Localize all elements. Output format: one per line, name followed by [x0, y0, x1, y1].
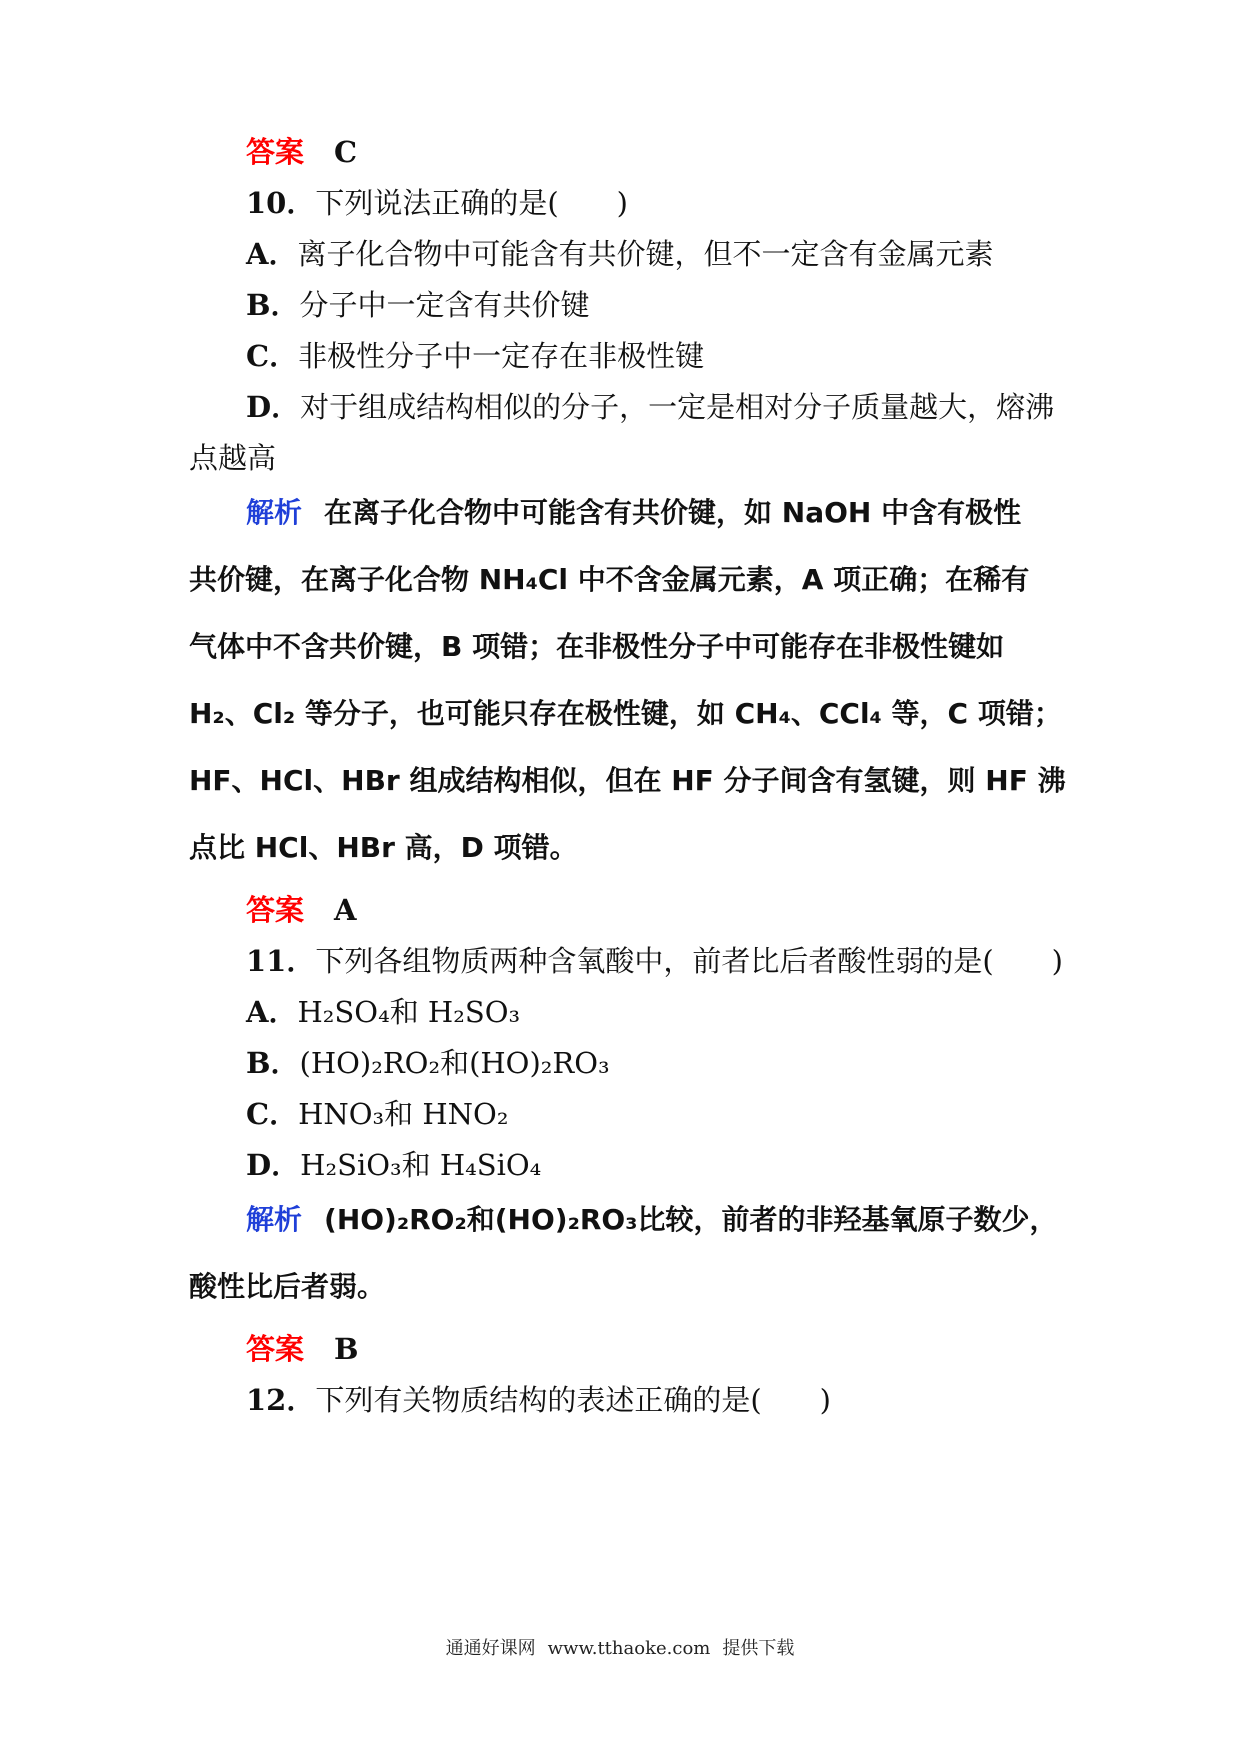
option-letter: C．	[246, 339, 299, 373]
question-10-option-c	[246, 337, 704, 375]
question-10-option-b	[246, 286, 590, 324]
analysis-line	[246, 1201, 1057, 1239]
option-text: (HO)₂RO₂和(HO)₂RO₃	[299, 1046, 610, 1080]
footer-site-name: 通通好课网	[445, 1638, 536, 1659]
option-text: H₂SO₄和 H₂SO₃	[297, 995, 521, 1029]
question-number: 12．	[246, 1383, 316, 1417]
page-footer	[0, 1634, 1240, 1660]
analysis-line: 酸性比后者弱。	[189, 1270, 386, 1303]
question-number: 10．	[246, 186, 316, 220]
analysis-line: H₂、Cl₂ 等分子，也可能只存在极性键，如 CH₄、CCl₄ 等，C 项错；	[189, 697, 1062, 730]
analysis-label: 解析	[246, 1203, 303, 1236]
question-11-option-a	[246, 993, 520, 1031]
question-11-option-d	[246, 1146, 541, 1184]
option-letter: A．	[246, 237, 298, 271]
option-letter: B．	[246, 1046, 300, 1080]
question-10-option-d	[246, 388, 1054, 426]
option-text: H₂SiO₃和 H₄SiO₄	[300, 1148, 542, 1182]
question-10-option-d-continued: 点越高	[189, 441, 277, 475]
option-letter: D．	[246, 390, 301, 424]
question-number: 11．	[246, 944, 316, 978]
option-text: 分子中一定含有共价键	[299, 288, 590, 322]
answer-value: C	[334, 135, 358, 169]
analysis-line	[246, 494, 1021, 532]
question-11-option-c	[246, 1095, 508, 1133]
answer-label: 答案	[246, 893, 305, 927]
question-11-stem	[246, 942, 1063, 980]
analysis-line: 点比 HCl、HBr 高，D 项错。	[189, 831, 578, 864]
analysis-line: 气体中不含共价键，B 项错；在非极性分子中可能存在非极性键如	[189, 630, 1005, 663]
answer-line	[246, 133, 357, 171]
question-text: 下列说法正确的是( )	[315, 186, 628, 220]
question-10-option-a	[246, 235, 994, 273]
answer-line	[246, 1330, 359, 1368]
option-text: 离子化合物中可能含有共价键，但不一定含有金属元素	[297, 237, 994, 271]
question-12-stem	[246, 1381, 831, 1419]
footer-url[interactable]: www.tthaoke.com	[547, 1638, 711, 1659]
analysis-text: 在离子化合物中可能含有共价键，如 NaOH 中含有极性	[324, 496, 1022, 529]
answer-value: A	[334, 893, 357, 927]
question-text: 下列有关物质结构的表述正确的是( )	[315, 1383, 831, 1417]
option-letter: C．	[246, 1097, 299, 1131]
answer-label: 答案	[246, 1332, 305, 1366]
analysis-line: HF、HCl、HBr 组成结构相似，但在 HF 分子间含有氢键，则 HF 沸	[189, 764, 1066, 797]
option-letter: B．	[246, 288, 300, 322]
question-10-stem	[246, 184, 628, 222]
analysis-line: 共价键，在离子化合物 NH₄Cl 中不含金属元素，A 项正确；在稀有	[189, 563, 1030, 596]
option-text: HNO₃和 HNO₂	[298, 1097, 509, 1131]
answer-line	[246, 891, 357, 929]
question-11-option-b	[246, 1044, 610, 1082]
analysis-text: (HO)₂RO₂和(HO)₂RO₃比较，前者的非羟基氧原子数少，	[324, 1203, 1058, 1236]
answer-label: 答案	[246, 135, 305, 169]
option-text: 非极性分子中一定存在非极性键	[298, 339, 705, 373]
answer-value: B	[334, 1332, 359, 1366]
option-text: 对于组成结构相似的分子，一定是相对分子质量越大，熔沸	[300, 390, 1055, 424]
option-letter: D．	[246, 1148, 301, 1182]
option-letter: A．	[246, 995, 298, 1029]
footer-note: 提供下载	[722, 1638, 795, 1659]
question-text: 下列各组物质两种含氧酸中，前者比后者酸性弱的是( )	[315, 944, 1063, 978]
analysis-label: 解析	[246, 496, 303, 529]
